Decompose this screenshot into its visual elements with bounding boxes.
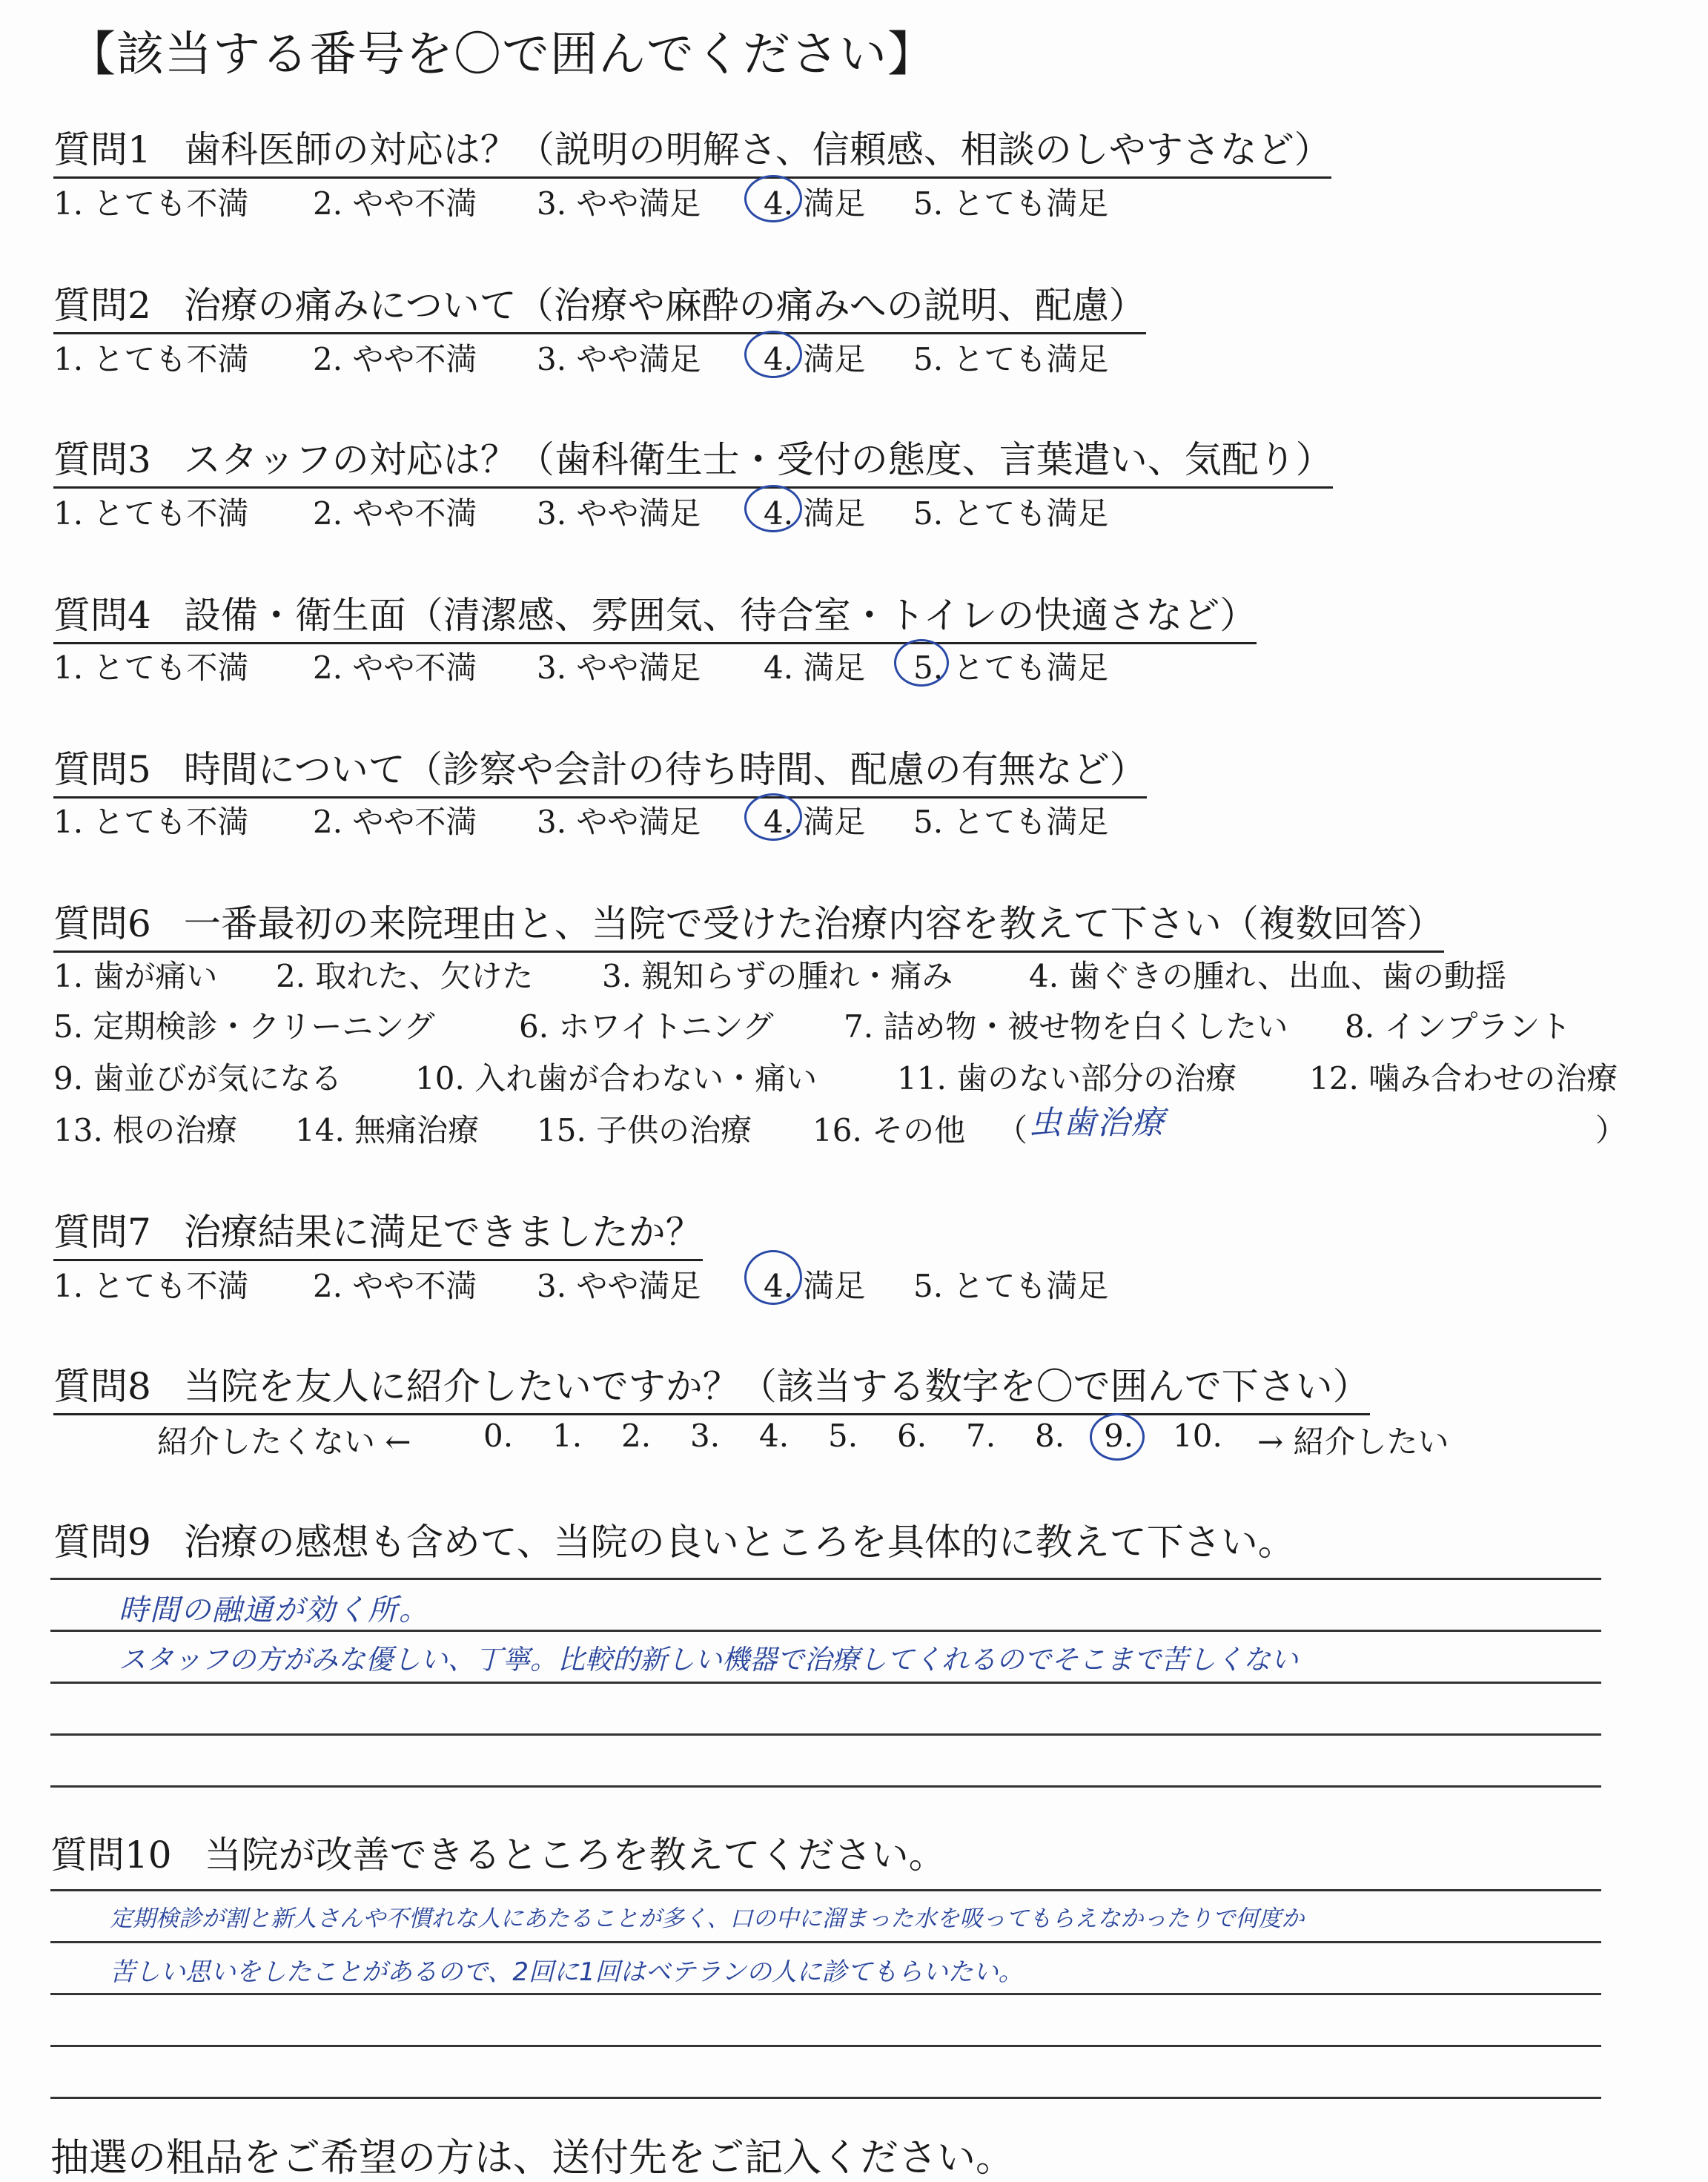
q6-other-paren-close: ） bbox=[1595, 1112, 1627, 1148]
q9-line-5 bbox=[50, 1785, 1601, 1788]
q5-option-2[interactable]: 2. やや不満 bbox=[313, 804, 477, 840]
q10-answer-line-2[interactable]: 苦しい思いをしたことがあるので、2回に1回はベテランの人に診てもらいたい。 bbox=[110, 1957, 1024, 1987]
q8-right-label: → 紹介したい bbox=[1257, 1424, 1449, 1460]
q6-options-row-4 bbox=[53, 1106, 1625, 1151]
q7-option-3[interactable]: 3. やや満足 bbox=[537, 1268, 701, 1304]
q5-option-3[interactable]: 3. やや満足 bbox=[537, 804, 701, 840]
question-4-number: 質問4 bbox=[53, 594, 151, 637]
question-6-number: 質問6 bbox=[53, 902, 151, 945]
question-3-title bbox=[53, 430, 1333, 489]
question-5-text: 時間について（診察や会計の待ち時間、配慮の有無など） bbox=[183, 748, 1147, 791]
question-9-title bbox=[53, 1512, 1295, 1566]
page-header: 【該当する番号を〇で囲んでください】 bbox=[68, 27, 936, 82]
question-5-number: 質問5 bbox=[53, 748, 151, 791]
question-2-text: 治療の痛みについて（治療や麻酔の痛みへの説明、配慮） bbox=[183, 284, 1146, 327]
question-5-title bbox=[53, 740, 1147, 799]
question-9-number: 質問9 bbox=[53, 1521, 151, 1564]
q1-option-3[interactable]: 3. やや満足 bbox=[537, 185, 701, 222]
q6-option-1[interactable]: 1. 歯が痛い bbox=[53, 958, 218, 994]
q6-option-11[interactable]: 11. 歯のない部分の治療 bbox=[897, 1060, 1237, 1097]
question-4-text: 設備・衛生面（清潔感、雰囲気、待合室・トイレの快適さなど） bbox=[183, 594, 1257, 637]
question-8-text: 当院を友人に紹介したいですか？（該当する数字を〇で囲んで下さい） bbox=[183, 1365, 1370, 1408]
q8-left-label: 紹介したくない ← bbox=[157, 1424, 411, 1460]
q1-option-1[interactable]: 1. とても不満 bbox=[53, 185, 249, 222]
q8-option-10[interactable]: 10. bbox=[1173, 1418, 1222, 1454]
q8-option-9[interactable]: 9. bbox=[1104, 1418, 1134, 1454]
question-8-title bbox=[53, 1357, 1370, 1415]
q2-option-1[interactable]: 1. とても不満 bbox=[53, 341, 249, 377]
q6-option-14[interactable]: 14. 無痛治療 bbox=[295, 1112, 480, 1148]
q4-option-4[interactable]: 4. 満足 bbox=[764, 649, 866, 686]
q4-option-1[interactable]: 1. とても不満 bbox=[53, 649, 249, 686]
q4-option-5[interactable]: 5. とても満足 bbox=[913, 649, 1109, 686]
question-2-title bbox=[53, 276, 1146, 334]
q2-option-4[interactable]: 4. 満足 bbox=[764, 341, 866, 377]
q3-option-4[interactable]: 4. 満足 bbox=[764, 495, 866, 532]
q1-option-5[interactable]: 5. とても満足 bbox=[913, 185, 1109, 222]
q7-option-4[interactable]: 4. 満足 bbox=[764, 1268, 866, 1304]
question-6-title bbox=[53, 894, 1444, 953]
q1-option-2[interactable]: 2. やや不満 bbox=[313, 185, 477, 222]
question-10-title bbox=[50, 1825, 946, 1879]
q6-option-15[interactable]: 15. 子供の治療 bbox=[537, 1112, 752, 1148]
q8-option-3[interactable]: 3. bbox=[690, 1418, 721, 1454]
q9-line-4 bbox=[50, 1733, 1601, 1736]
q9-line-1 bbox=[50, 1578, 1601, 1580]
q6-option-7[interactable]: 7. 詰め物・被せ物を白くしたい bbox=[844, 1008, 1288, 1045]
q6-option-2[interactable]: 2. 取れた、欠けた bbox=[276, 958, 534, 994]
q6-option-5[interactable]: 5. 定期検診・クリーニング bbox=[53, 1008, 435, 1045]
q8-option-0[interactable]: 0. bbox=[483, 1418, 514, 1454]
question-1-number: 質問1 bbox=[53, 128, 151, 171]
q6-other-paren-open: （ bbox=[996, 1112, 1028, 1148]
question-4-title bbox=[53, 586, 1257, 644]
q8-option-8[interactable]: 8. bbox=[1035, 1418, 1065, 1454]
q9-answer-line-1[interactable]: 時間の融通が効く所。 bbox=[119, 1593, 430, 1627]
question-10-number: 質問10 bbox=[50, 1834, 172, 1877]
q4-option-2[interactable]: 2. やや不満 bbox=[313, 649, 477, 686]
q8-option-6[interactable]: 6. bbox=[897, 1418, 927, 1454]
q7-option-5[interactable]: 5. とても満足 bbox=[913, 1268, 1109, 1304]
q10-line-4 bbox=[50, 2045, 1601, 2047]
question-7-number: 質問7 bbox=[53, 1211, 151, 1254]
question-6-text: 一番最初の来院理由と、当院で受けた治療内容を教えて下さい（複数回答） bbox=[183, 902, 1444, 945]
q6-option-6[interactable]: 6. ホワイトニング bbox=[519, 1008, 774, 1045]
question-1-text: 歯科医師の対応は？（説明の明解さ、信頼感、相談のしやすさなど） bbox=[183, 128, 1331, 171]
q8-option-2[interactable]: 2. bbox=[621, 1418, 652, 1454]
q5-option-5[interactable]: 5. とても満足 bbox=[913, 804, 1109, 840]
q9-answer-line-2[interactable]: スタッフの方がみな優しい、丁寧。比較的新しい機器で治療してくれるのでそこまで苦しくない bbox=[119, 1644, 1298, 1676]
q6-option-3[interactable]: 3. 親知らずの腫れ・痛み bbox=[602, 958, 953, 994]
q8-option-4[interactable]: 4. bbox=[759, 1418, 790, 1454]
q3-option-1[interactable]: 1. とても不満 bbox=[53, 495, 249, 532]
q8-option-5[interactable]: 5. bbox=[828, 1418, 858, 1454]
q8-option-7[interactable]: 7. bbox=[966, 1418, 996, 1454]
q4-option-3[interactable]: 3. やや満足 bbox=[537, 649, 701, 686]
q6-option-12[interactable]: 12. 噛み合わせの治療 bbox=[1309, 1060, 1618, 1097]
q8-option-1[interactable]: 1. bbox=[552, 1418, 583, 1454]
q2-option-5[interactable]: 5. とても満足 bbox=[913, 341, 1109, 377]
question-8-number: 質問8 bbox=[53, 1365, 151, 1408]
q10-answer-line-1[interactable]: 定期検診が割と新人さんや不慣れな人にあたることが多く、口の中に溜まった水を吸ってもらえなかったりで何度か bbox=[110, 1905, 1305, 1932]
q10-line-5 bbox=[50, 2097, 1601, 2099]
question-7-text: 治療結果に満足できましたか？ bbox=[183, 1211, 703, 1254]
q7-option-1[interactable]: 1. とても不満 bbox=[53, 1268, 249, 1304]
q9-line-3 bbox=[50, 1682, 1601, 1684]
question-3-number: 質問3 bbox=[53, 438, 151, 481]
q6-option-10[interactable]: 10. 入れ歯が合わない・痛い bbox=[415, 1060, 818, 1097]
q3-option-3[interactable]: 3. やや満足 bbox=[537, 495, 701, 532]
footer-prize-note: 抽選の粗品をご希望の方は、送付先をご記入ください。 bbox=[50, 2136, 1015, 2181]
q5-option-4[interactable]: 4. 満足 bbox=[764, 804, 866, 840]
q7-option-2[interactable]: 2. やや不満 bbox=[313, 1268, 477, 1304]
question-9-text: 治療の感想も含めて、当院の良いところを具体的に教えて下さい。 bbox=[183, 1521, 1295, 1564]
q6-option-16[interactable]: 16. その他 bbox=[812, 1112, 966, 1148]
q6-option-13[interactable]: 13. 根の治療 bbox=[53, 1112, 238, 1148]
q3-option-5[interactable]: 5. とても満足 bbox=[913, 495, 1109, 532]
q6-other-answer[interactable]: 虫歯治療 bbox=[1029, 1104, 1165, 1142]
q10-line-3 bbox=[50, 1993, 1601, 1995]
question-3-text: スタッフの対応は？（歯科衛生士・受付の態度、言葉遣い、気配り） bbox=[183, 438, 1333, 481]
q6-option-4[interactable]: 4. 歯ぐきの腫れ、出血、歯の動揺 bbox=[1029, 958, 1506, 994]
q2-option-3[interactable]: 3. やや満足 bbox=[537, 341, 701, 377]
q6-option-9[interactable]: 9. 歯並びが気になる bbox=[53, 1060, 342, 1097]
q6-option-8[interactable]: 8. インプラント bbox=[1345, 1008, 1572, 1045]
question-2-number: 質問2 bbox=[53, 284, 151, 327]
question-7-title bbox=[53, 1203, 703, 1261]
question-1-title bbox=[53, 120, 1331, 179]
q3-option-2[interactable]: 2. やや不満 bbox=[313, 495, 477, 532]
q10-line-2 bbox=[50, 1941, 1601, 1943]
question-10-text: 当院が改善できるところを教えてください。 bbox=[204, 1834, 946, 1877]
q10-line-1 bbox=[50, 1889, 1601, 1891]
q5-option-1[interactable]: 1. とても不満 bbox=[53, 804, 249, 840]
q9-line-2 bbox=[50, 1630, 1601, 1632]
q2-option-2[interactable]: 2. やや不満 bbox=[313, 341, 477, 377]
q1-option-4[interactable]: 4. 満足 bbox=[764, 185, 866, 222]
